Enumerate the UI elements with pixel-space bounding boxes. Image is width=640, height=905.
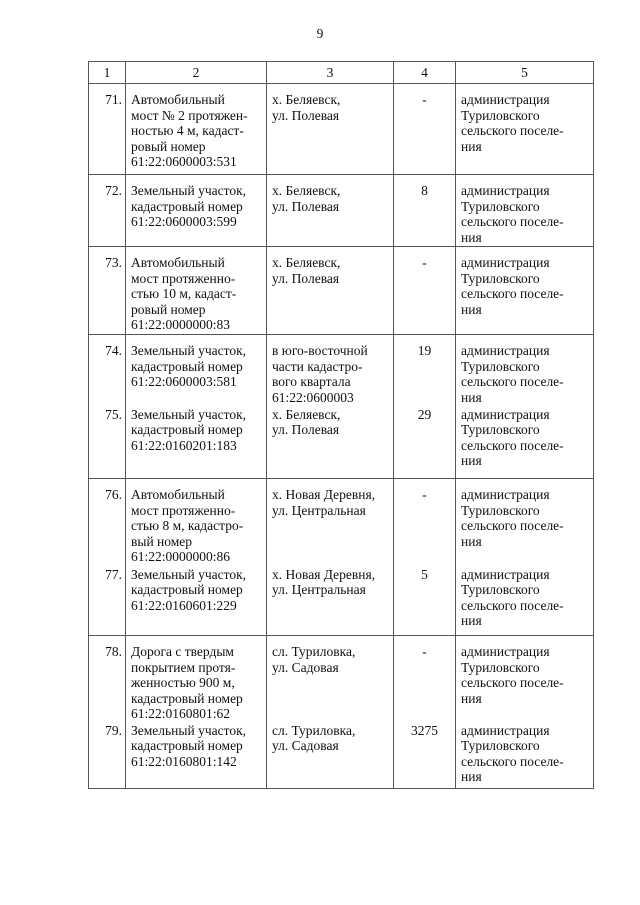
object-location [267,567,394,636]
owner-line: Туриловского [461,358,540,374]
desc-line: кадастровый номер [131,358,243,374]
loc-line: сл. Туриловка, [272,722,356,738]
object-owner [456,479,594,567]
desc-line: 61:22:0160801:142 [131,753,237,769]
object-description [126,335,267,407]
desc-line: покрытием протя- [131,659,236,675]
loc-line: 61:22:0600003 [272,389,354,405]
object-area: 8 [394,175,456,247]
page-number: 9 [316,26,324,41]
owner-line: ния [461,690,482,706]
table-row [89,84,594,175]
desc-line: кадастровый номер [131,738,243,753]
desc-line: мост протяженно- [131,502,236,518]
loc-line: ул. Центральная [272,502,366,518]
object-owner [456,407,594,479]
desc-line: 61:22:0160601:229 [131,597,237,613]
owner-line: ния [461,453,482,468]
desc-line: Автомобильный [131,487,225,502]
object-location [267,175,394,247]
table-row [89,723,594,789]
table-row [89,407,594,479]
object-description [126,636,267,723]
object-location [267,84,394,175]
owner-line: ния [461,138,482,154]
desc-line: кадастровый номер [131,582,243,597]
desc-line: мост протяженно- [131,270,236,286]
object-location [267,335,394,407]
row-number: 74. [89,335,126,407]
object-owner [456,175,594,247]
loc-line: в юго-восточной [272,343,368,358]
desc-line: Земельный участок, [131,722,247,738]
object-location [267,636,394,723]
owner-line: Туриловского [461,107,540,123]
owner-line: администрация [461,566,550,582]
loc-line: ул. Полевая [272,270,340,286]
owner-line: администрация [461,255,550,270]
column-header: 3 [267,62,394,84]
desc-line: ровый номер [131,301,206,317]
owner-line: сельского поселе- [461,286,564,301]
object-area: 29 [394,407,456,479]
object-location [267,723,394,789]
object-location [267,407,394,479]
object-description [126,723,267,789]
column-header: 2 [126,62,267,84]
owner-line: администрация [461,92,550,107]
row-number: 75. [89,407,126,479]
desc-line: кадастровый номер [131,422,243,437]
loc-line: х. Новая Деревня, [272,566,376,582]
owner-line: сельского поселе- [461,374,564,389]
loc-line: части кадастро- [272,358,363,374]
owner-line: администрация [461,644,550,659]
desc-line: Автомобильный [131,92,225,107]
object-description [126,247,267,335]
desc-line: Земельный участок, [131,183,247,198]
loc-line: ул. Полевая [272,198,340,214]
row-number: 76. [89,479,126,567]
object-area: - [394,247,456,335]
table-row [89,335,594,407]
owner-line: администрация [461,722,550,738]
table-row [89,479,594,567]
owner-line: Туриловского [461,659,540,675]
object-description [126,84,267,175]
owner-line: администрация [461,406,550,422]
row-number: 78. [89,636,126,723]
row-number: 79. [89,723,126,789]
object-location [267,247,394,335]
row-number: 77. [89,567,126,636]
owner-line: Туриловского [461,422,540,437]
owner-line: сельского поселе- [461,437,564,453]
desc-line: 61:22:0000000:83 [131,317,231,332]
desc-line: стью 10 м, кадаст- [131,286,237,301]
object-description [126,175,267,247]
loc-line: ул. Полевая [272,107,340,123]
loc-line: х. Беляевск, [272,255,341,270]
owner-line: сельского поселе- [461,123,564,138]
table-row [89,636,594,723]
row-number: 72. [89,175,126,247]
owner-line: Туриловского [461,738,540,753]
owner-line: сельского поселе- [461,597,564,613]
loc-line: ул. Полевая [272,422,340,437]
desc-line: Автомобильный [131,255,225,270]
object-area: - [394,84,456,175]
desc-line: кадастровый номер [131,198,243,214]
object-owner [456,636,594,723]
desc-line: ностью 4 м, кадаст- [131,123,244,138]
object-area: - [394,636,456,723]
owner-line: Туриловского [461,198,540,214]
object-area: 19 [394,335,456,407]
owner-line: сельского поселе- [461,518,564,533]
desc-line: 61:22:0160801:62 [131,706,231,721]
object-area: - [394,479,456,567]
object-owner [456,84,594,175]
table-header-row [89,62,594,84]
desc-line: женностью 900 м, [131,675,235,690]
object-owner [456,567,594,636]
desc-line: Земельный участок, [131,406,247,422]
loc-line: х. Беляевск, [272,406,341,422]
object-owner [456,247,594,335]
desc-line: кадастровый номер [131,690,243,706]
owner-line: Туриловского [461,270,540,286]
loc-line: вого квартала [272,374,351,389]
desc-line: 61:22:0600003:599 [131,214,237,229]
object-area: 3275 [394,723,456,789]
property-table [88,61,594,789]
object-description [126,407,267,479]
owner-line: сельского поселе- [461,753,564,769]
row-number: 73. [89,247,126,335]
desc-line: Земельный участок, [131,566,247,582]
owner-line: Туриловского [461,582,540,597]
desc-line: ровый номер [131,138,206,154]
column-header: 5 [456,62,594,84]
desc-line: 61:22:0000000:86 [131,549,231,564]
table-row [89,247,594,335]
desc-line: вый номер [131,533,193,549]
owner-line: ния [461,229,482,245]
owner-line: ния [461,613,482,628]
column-header: 1 [89,62,126,84]
owner-line: сельского поселе- [461,214,564,229]
loc-line: х. Беляевск, [272,92,341,107]
owner-line: ния [461,769,482,784]
loc-line: ул. Центральная [272,582,366,597]
desc-line: стью 8 м, кадастро- [131,518,244,533]
owner-line: администрация [461,183,550,198]
owner-line: администрация [461,487,550,502]
column-header: 4 [394,62,456,84]
desc-line: Земельный участок, [131,343,247,358]
owner-line: ния [461,301,482,317]
object-location [267,479,394,567]
owner-line: ния [461,389,482,405]
object-description [126,479,267,567]
owner-line: администрация [461,343,550,358]
desc-line: 61:22:0600003:581 [131,374,237,389]
desc-line: 61:22:0160201:183 [131,437,237,453]
desc-line: Дорога с твердым [131,644,234,659]
object-area: 5 [394,567,456,636]
loc-line: х. Беляевск, [272,183,341,198]
owner-line: Туриловского [461,502,540,518]
object-owner [456,335,594,407]
table-row [89,175,594,247]
loc-line: сл. Туриловка, [272,644,356,659]
object-owner [456,723,594,789]
desc-line: 61:22:0600003:531 [131,154,237,169]
loc-line: х. Новая Деревня, [272,487,376,502]
owner-line: сельского поселе- [461,675,564,690]
loc-line: ул. Садовая [272,738,339,753]
row-number: 71. [89,84,126,175]
table-row [89,567,594,636]
object-description [126,567,267,636]
loc-line: ул. Садовая [272,659,339,675]
owner-line: ния [461,533,482,549]
desc-line: мост № 2 протяжен- [131,107,248,123]
